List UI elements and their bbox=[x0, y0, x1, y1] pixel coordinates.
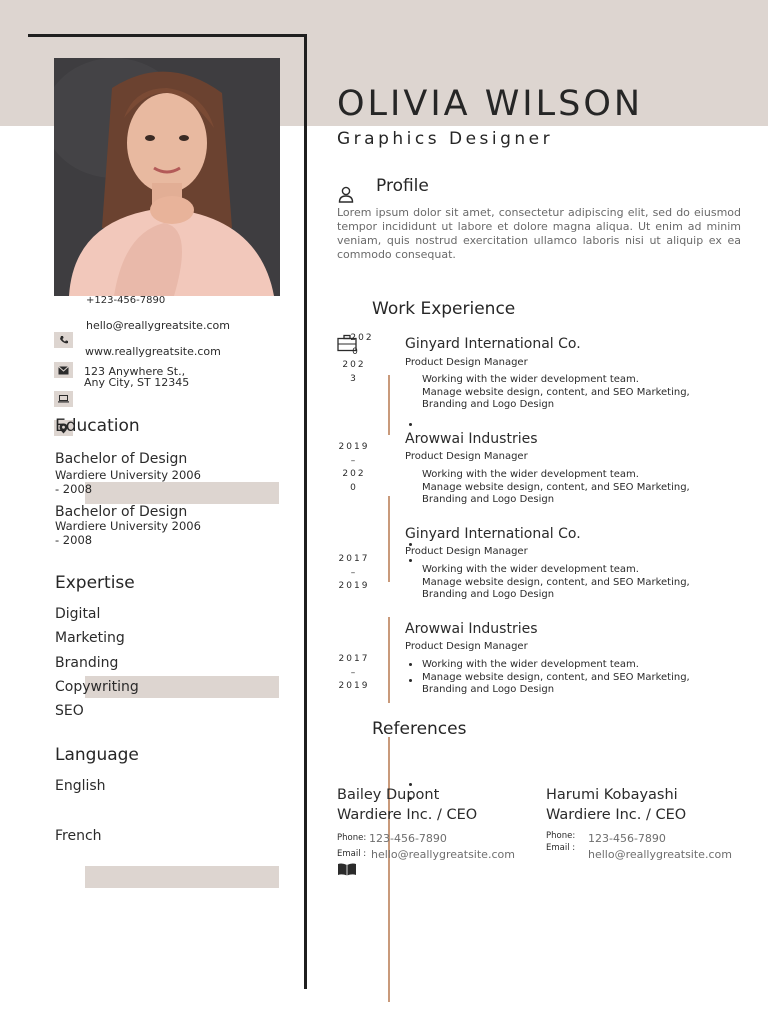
references-heading: References bbox=[372, 719, 467, 739]
work-heading: Work Experience bbox=[372, 299, 516, 319]
education-heading: Education bbox=[55, 416, 140, 436]
accent-block bbox=[85, 866, 279, 888]
reference-email-label: Email : bbox=[337, 849, 367, 859]
reference-title: Wardiere Inc. / CEO bbox=[546, 807, 687, 823]
date-line: – bbox=[350, 455, 358, 466]
phone-icon bbox=[54, 332, 73, 348]
date-line: 3 bbox=[350, 373, 358, 384]
job-bullet: Working with the wider development team. bbox=[422, 564, 639, 575]
job-bullet: Branding and Logo Design bbox=[422, 684, 555, 695]
education-years: - 2008 bbox=[55, 533, 93, 547]
job-role: Product Design Manager bbox=[405, 357, 528, 368]
job-bullet: Branding and Logo Design bbox=[422, 589, 555, 600]
education-school: Wardiere University 2006 bbox=[55, 468, 201, 482]
date-line: 202 bbox=[342, 360, 366, 370]
job-company: Ginyard International Co. bbox=[405, 526, 581, 542]
reference-phone: 123-456-7890 bbox=[588, 832, 666, 845]
job-bullets bbox=[422, 564, 690, 602]
education-school: Wardiere University 2006 bbox=[55, 519, 201, 533]
expertise-item: SEO bbox=[55, 703, 84, 719]
bullet-dot bbox=[409, 559, 412, 562]
reference-phone-label: Phone: bbox=[337, 833, 367, 843]
job-role: Product Design Manager bbox=[405, 641, 528, 652]
education-years: - 2008 bbox=[55, 482, 93, 496]
bullet-dot bbox=[409, 543, 412, 546]
address-line2: Any City, ST 12345 bbox=[84, 376, 190, 389]
reference-name: Harumi Kobayashi bbox=[546, 787, 678, 803]
expertise-heading: Expertise bbox=[55, 573, 135, 593]
date-line: 0 bbox=[352, 346, 360, 357]
date-line: 202 bbox=[350, 333, 374, 343]
language-heading: Language bbox=[55, 745, 139, 765]
job-role: Product Design Manager bbox=[405, 546, 528, 557]
job-bullets bbox=[422, 659, 690, 697]
timeline-line bbox=[388, 617, 390, 703]
job-date bbox=[334, 653, 374, 694]
date-line: 2019 bbox=[338, 581, 370, 591]
envelope-icon bbox=[54, 362, 73, 378]
date-line: – bbox=[350, 667, 358, 678]
reference-phone-label: Phone: bbox=[546, 831, 576, 841]
date-line: 0 bbox=[350, 482, 358, 493]
contact-address bbox=[84, 366, 189, 388]
contact-website: www.reallygreatsite.com bbox=[85, 345, 221, 358]
job-bullets bbox=[422, 469, 690, 507]
education-item bbox=[55, 451, 201, 496]
book-icon bbox=[337, 861, 357, 880]
job-company: Arowwai Industries bbox=[405, 431, 538, 447]
timeline-line bbox=[388, 737, 390, 1002]
expertise-item: Copywriting bbox=[55, 679, 139, 695]
reference-phone: 123-456-7890 bbox=[369, 832, 447, 845]
contact-email: hello@reallygreatsite.com bbox=[86, 319, 230, 332]
reference-title: Wardiere Inc. / CEO bbox=[337, 807, 478, 823]
person-name: OLIVIA WILSON bbox=[337, 84, 644, 124]
frame-top-line bbox=[28, 34, 307, 37]
bullet-dot bbox=[409, 783, 412, 786]
job-bullet: Working with the wider development team. bbox=[422, 374, 639, 385]
job-date bbox=[334, 441, 374, 495]
education-degree: Bachelor of Design bbox=[55, 451, 188, 467]
address-line1: 123 Anywhere St., bbox=[84, 365, 186, 378]
job-bullet: Working with the wider development team. bbox=[422, 469, 639, 480]
contact-phone: +123-456-7890 bbox=[86, 295, 166, 306]
reference-email-label: Email : bbox=[546, 843, 576, 853]
bullet-dot bbox=[409, 663, 412, 666]
language-item: French bbox=[55, 828, 102, 844]
education-item bbox=[55, 504, 201, 547]
laptop-icon bbox=[54, 391, 73, 407]
timeline-line bbox=[388, 375, 390, 435]
job-bullet: Manage website design, content, and SEO Marketing, bbox=[422, 481, 690, 493]
reference-name: Bailey Dupont bbox=[337, 787, 440, 803]
bullet-dot bbox=[409, 679, 412, 682]
job-bullet: Working with the wider development team. bbox=[422, 659, 639, 670]
date-line: 2017 bbox=[338, 554, 370, 564]
date-line: 2019 bbox=[338, 681, 370, 691]
reference-email: hello@reallygreatsite.com bbox=[588, 848, 732, 861]
bullet-dot bbox=[409, 423, 412, 426]
job-bullets bbox=[422, 374, 690, 412]
date-line: 202 bbox=[342, 469, 366, 479]
job-role: Product Design Manager bbox=[405, 451, 528, 462]
job-bullet: Branding and Logo Design bbox=[422, 399, 555, 410]
job-bullet: Branding and Logo Design bbox=[422, 494, 555, 505]
frame-divider-line bbox=[304, 34, 307, 989]
reference-email: hello@reallygreatsite.com bbox=[371, 848, 515, 861]
timeline-line bbox=[388, 496, 390, 582]
date-line: – bbox=[350, 567, 358, 578]
education-degree: Bachelor of Design bbox=[55, 504, 188, 520]
date-line: 2019 bbox=[338, 442, 370, 452]
person-icon bbox=[337, 185, 355, 207]
job-company: Arowwai Industries bbox=[405, 621, 538, 637]
job-date bbox=[334, 332, 374, 386]
profile-heading: Profile bbox=[376, 176, 429, 196]
profile-text: Lorem ipsum dolor sit amet, consectetur adipiscing elit, sed do eiusmod tempor incididunt ut labore et dolore magna aliqua. Ut enim ad minim veniam, quis nostrud exercitation ullamco laboris nisi ut aliquip ex ea commodo consequat. bbox=[337, 206, 741, 261]
expertise-item: Digital bbox=[55, 606, 101, 622]
job-company: Ginyard International Co. bbox=[405, 336, 581, 352]
language-item: English bbox=[55, 778, 106, 794]
person-role: Graphics Designer bbox=[337, 129, 554, 149]
job-bullet: Manage website design, content, and SEO Marketing, bbox=[422, 671, 690, 683]
job-bullet: Manage website design, content, and SEO Marketing, bbox=[422, 576, 690, 588]
date-line: 2017 bbox=[338, 654, 370, 664]
expertise-item: Marketing bbox=[55, 630, 125, 646]
job-date bbox=[334, 553, 374, 594]
expertise-item: Branding bbox=[55, 655, 119, 671]
job-bullet: Manage website design, content, and SEO Marketing, bbox=[422, 386, 690, 398]
profile-photo bbox=[54, 58, 280, 296]
